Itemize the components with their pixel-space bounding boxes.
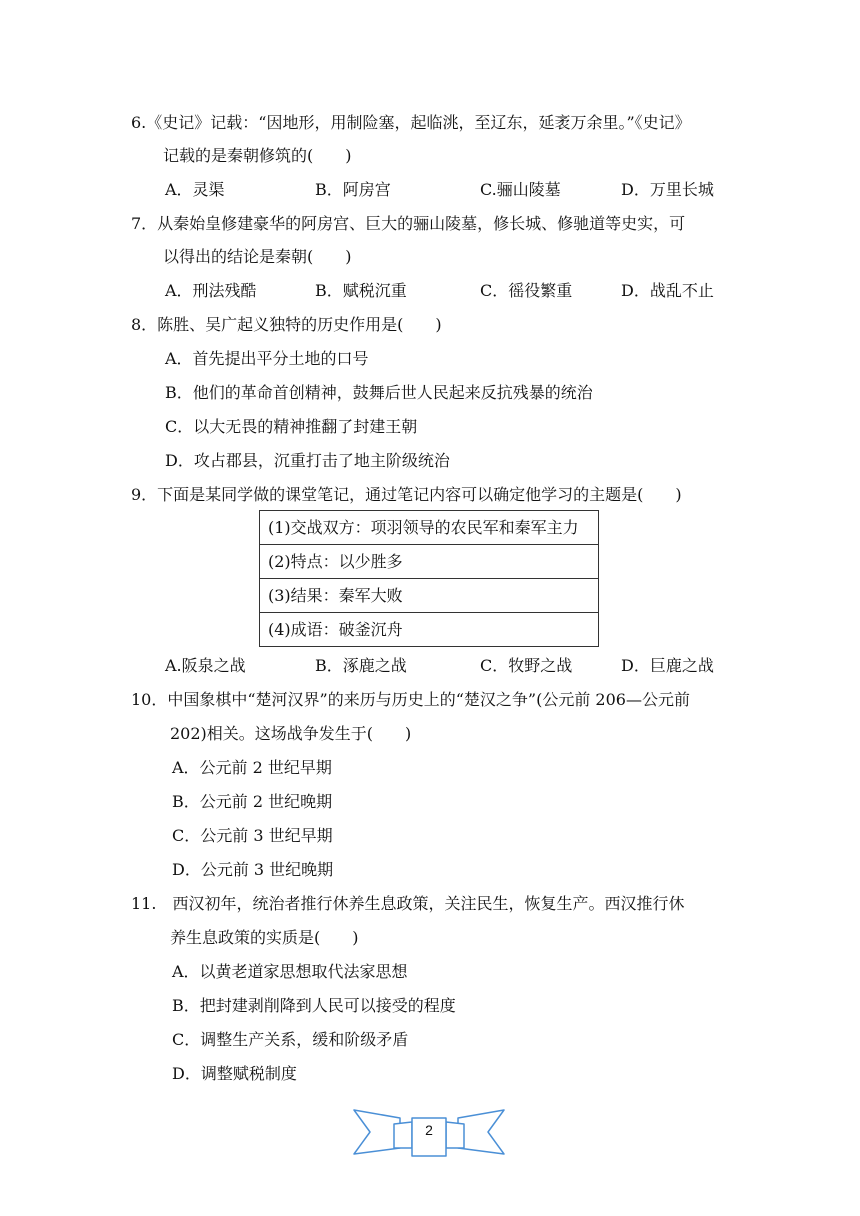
class-notes-table (259, 510, 599, 647)
q8-option-d[interactable]: D．攻占郡县，沉重打击了地主阶级统治 (165, 451, 450, 470)
question-9-stem: 9．下面是某同学做的课堂笔记，通过笔记内容可以确定他学习的主题是( ) (131, 485, 682, 504)
q10-option-c[interactable]: C．公元前 3 世纪早期 (172, 826, 333, 845)
q7-option-b[interactable]: B．赋税沉重 (315, 281, 407, 300)
q7-option-a[interactable]: A．刑法残酷 (165, 281, 257, 300)
page-number: 2 (425, 1122, 433, 1138)
q11-option-a[interactable]: A．以黄老道家思想取代法家思想 (172, 962, 408, 981)
q11-option-b[interactable]: B．把封建剥削降到人民可以接受的程度 (172, 996, 456, 1015)
notes-row-2: (2)特点：以少胜多 (260, 545, 599, 579)
q9-option-a[interactable]: A.阪泉之战 (165, 656, 246, 675)
q9-option-c[interactable]: C．牧野之战 (480, 656, 573, 675)
q8-option-c[interactable]: C．以大无畏的精神推翻了封建王朝 (165, 417, 418, 436)
question-11-line-2: 养生息政策的实质是( ) (170, 928, 359, 947)
q6-option-b[interactable]: B．阿房宫 (315, 180, 391, 199)
q10-option-b[interactable]: B．公元前 2 世纪晚期 (172, 792, 333, 811)
notes-row-1: (1)交战双方：项羽领导的农民军和秦军主力 (260, 511, 599, 545)
question-11-line-1: 11. 西汉初年，统治者推行休养生息政策，关注民生，恢复生产。西汉推行休 (131, 894, 685, 913)
q6-option-c[interactable]: C.骊山陵墓 (480, 180, 561, 199)
q8-option-b[interactable]: B．他们的革命首创精神，鼓舞后世人民起来反抗残暴的统治 (165, 383, 593, 402)
q11-option-c[interactable]: C．调整生产关系，缓和阶级矛盾 (172, 1030, 409, 1049)
q7-option-c[interactable]: C．徭役繁重 (480, 281, 573, 300)
q10-option-a[interactable]: A．公元前 2 世纪早期 (172, 758, 332, 777)
question-6-line-2: 记载的是秦朝修筑的( ) (163, 146, 352, 165)
q10-option-d[interactable]: D．公元前 3 世纪晚期 (172, 860, 334, 879)
question-6-line-1: 6.《史记》记载：“因地形，用制险塞，起临洮，至辽东，延袤万余里。”《史记》 (131, 113, 691, 132)
notes-row-4: (4)成语：破釜沉舟 (260, 613, 599, 647)
question-7-line-2: 以得出的结论是秦朝( ) (163, 247, 352, 266)
q6-option-a[interactable]: A．灵渠 (165, 180, 225, 199)
q9-option-b[interactable]: B．涿鹿之战 (315, 656, 407, 675)
q8-option-a[interactable]: A．首先提出平分土地的口号 (165, 349, 369, 368)
question-10-line-2: 202)相关。这场战争发生于( ) (170, 724, 412, 743)
question-7-line-1: 7．从秦始皇修建豪华的阿房宫、巨大的骊山陵墓，修长城、修驰道等史实，可 (131, 214, 686, 233)
q9-option-d[interactable]: D．巨鹿之战 (621, 656, 714, 675)
notes-row-3: (3)结果：秦军大败 (260, 579, 599, 613)
question-8-stem: 8．陈胜、吴广起义独特的历史作用是( ) (131, 315, 442, 334)
q11-option-d[interactable]: D．调整赋税制度 (172, 1064, 297, 1083)
q7-option-d[interactable]: D．战乱不止 (621, 281, 714, 300)
q6-option-d[interactable]: D．万里长城 (621, 180, 714, 199)
question-10-line-1: 10．中国象棋中“楚河汉界”的来历与历史上的“楚汉之争”(公元前 206—公元前 (131, 690, 690, 709)
